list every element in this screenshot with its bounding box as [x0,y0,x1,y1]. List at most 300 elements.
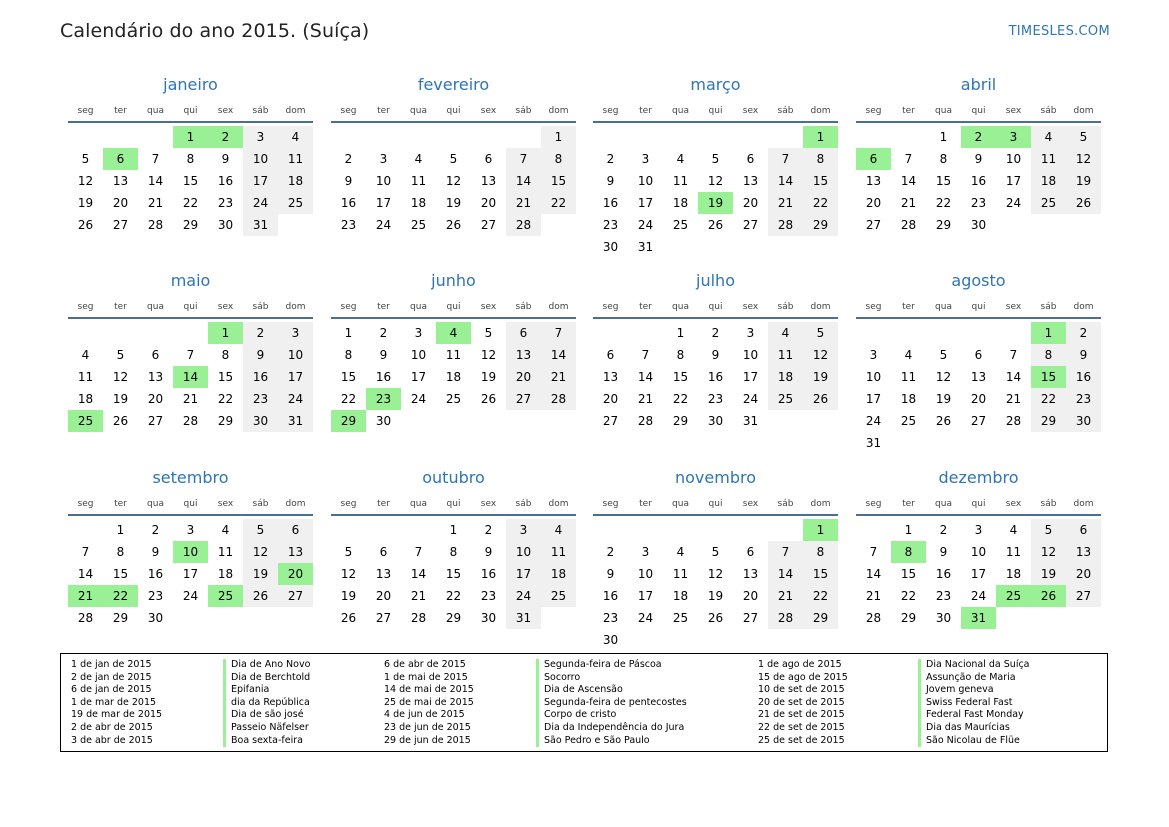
month-abril [856,75,1101,255]
day-cell: 20 [375,589,392,603]
day-cell: 22 [541,192,576,214]
weekday-header: qua [935,302,952,312]
day-cell: 18 [278,170,313,192]
weekday-header: seg [77,302,94,312]
month-fevereiro [331,75,576,255]
weekday-header: qui [971,499,986,509]
day-cell: 11 [672,567,689,581]
day-cell: 10 [506,541,541,563]
day-cell: 3 [379,152,388,166]
day-cell: 22 [340,392,357,406]
day-cell: 19 [243,563,278,585]
day-cell: 4 [676,545,685,559]
day-cell: 28 [865,611,882,625]
day-cell: 12 [1031,541,1066,563]
holiday-day-cell: 20 [278,563,313,585]
holiday-day-cell: 4 [436,322,471,344]
day-cell: 28 [182,414,199,428]
weekday-header: dom [548,302,569,312]
day-cell: 4 [1009,523,1018,537]
legend-date: 19 de mar de 2015 [71,709,163,721]
day-cell: 12 [707,567,724,581]
day-cell: 16 [375,370,392,384]
month-outubro [331,468,576,648]
day-cell: 3 [869,348,878,362]
day-cell: 5 [1031,519,1066,541]
day-cell: 22 [672,392,689,406]
day-cell: 3 [641,152,650,166]
day-cell: 20 [865,196,882,210]
day-cell: 28 [900,218,917,232]
day-cell: 26 [707,218,724,232]
day-cell: 2 [1066,322,1101,344]
day-cell: 29 [182,218,199,232]
day-cell: 25 [410,218,427,232]
day-cell: 1 [116,523,125,537]
weekday-header: sex [217,106,234,116]
day-cell: 14 [768,170,803,192]
weekday-header: sex [742,302,759,312]
weekday-header: qua [147,499,164,509]
day-cell: 30 [480,611,497,625]
day-cell: 10 [243,148,278,170]
month-agosto [856,271,1101,451]
month-name: fevereiro [417,75,490,94]
day-cell: 8 [939,152,948,166]
legend-holiday-name: Dia das Maurícias [926,721,1010,733]
day-cell: 26 [480,392,497,406]
day-cell: 7 [414,545,423,559]
day-cell: 13 [742,174,759,188]
page-title: Calendário do ano 2015. (Suíça) [60,20,370,42]
weekday-header: qui [971,302,986,312]
day-cell: 14 [768,563,803,585]
legend-date: 1 de mar de 2015 [71,696,157,708]
legend-holiday-name: Corpo de cristo [544,709,617,721]
legend-dates-column [758,659,928,747]
day-cell: 25 [900,414,917,428]
weekday-header: qui [183,302,198,312]
holiday-day-cell: 1 [173,126,208,148]
day-cell: 21 [410,589,427,603]
day-cell: 16 [243,366,278,388]
day-cell: 27 [147,414,164,428]
day-cell: 10 [1005,152,1022,166]
weekday-header: qui [708,302,723,312]
header-divider [856,317,1101,319]
day-cell: 24 [1005,196,1022,210]
day-cell: 22 [445,589,462,603]
weekday-header: dom [1073,302,1094,312]
day-cell: 9 [606,174,615,188]
legend-color-bar [223,659,226,747]
weekday-header: qui [446,499,461,509]
day-cell: 18 [672,589,689,603]
weekday-header: ter [902,499,915,509]
day-cell: 26 [77,218,94,232]
day-cell: 20 [742,589,759,603]
day-cell: 9 [151,545,160,559]
day-cell: 3 [506,519,541,541]
day-cell: 6 [379,545,388,559]
day-cell: 26 [243,585,278,607]
day-cell: 23 [1066,388,1101,410]
holiday-day-cell: 23 [366,388,401,410]
day-cell: 22 [803,192,838,214]
weekday-header: qua [410,499,427,509]
day-cell: 21 [768,585,803,607]
legend-date: 21 de set de 2015 [758,709,845,721]
weekday-header: sáb [515,499,532,509]
day-cell: 2 [243,322,278,344]
weekday-header: seg [340,499,357,509]
weekday-header: qua [672,499,689,509]
day-cell: 5 [81,152,90,166]
weekday-header: qua [935,499,952,509]
day-cell: 12 [803,344,838,366]
brand-link[interactable]: TIMESLES.COM [1008,24,1110,39]
day-cell: 31 [637,240,654,254]
month-junho [331,271,576,451]
day-cell: 24 [970,589,987,603]
day-cell: 12 [1066,148,1101,170]
day-cell: 14 [900,174,917,188]
holiday-day-cell: 3 [996,126,1031,148]
day-cell: 29 [445,611,462,625]
day-cell: 11 [278,148,313,170]
day-cell: 3 [641,545,650,559]
day-cell: 17 [637,589,654,603]
weekday-header: sex [742,499,759,509]
day-cell: 1 [344,326,353,340]
day-cell: 27 [970,414,987,428]
day-cell: 21 [147,196,164,210]
day-cell: 20 [602,392,619,406]
legend-date: 2 de jan de 2015 [71,671,152,683]
day-cell: 28 [1005,414,1022,428]
day-cell: 21 [900,196,917,210]
day-cell: 5 [344,545,353,559]
day-cell: 20 [970,392,987,406]
weekday-header: ter [639,302,652,312]
day-cell: 25 [278,192,313,214]
day-cell: 26 [445,218,462,232]
day-cell: 29 [217,414,234,428]
weekday-header: ter [639,499,652,509]
day-cell: 26 [112,414,129,428]
weekday-header: sex [480,302,497,312]
day-cell: 4 [904,348,913,362]
day-cell: 17 [865,392,882,406]
day-cell: 17 [375,196,392,210]
day-cell: 13 [147,370,164,384]
day-cell: 6 [151,348,160,362]
day-cell: 5 [711,152,720,166]
holiday-day-cell: 6 [856,148,891,170]
day-cell: 29 [1031,410,1066,432]
legend-holiday-name: Dia de Ano Novo [231,659,311,670]
day-cell: 18 [77,392,94,406]
day-cell: 24 [278,388,313,410]
day-cell: 5 [243,519,278,541]
legend-holiday-name: São Nicolau de Flüe [926,734,1020,746]
day-cell: 15 [900,567,917,581]
legend-holiday-name: Passeio Näfelser [231,721,309,733]
day-cell: 6 [746,545,755,559]
day-cell: 7 [768,541,803,563]
day-cell: 13 [865,174,882,188]
day-cell: 31 [865,436,882,450]
day-cell: 6 [1066,519,1101,541]
day-cell: 2 [151,523,160,537]
day-cell: 19 [935,392,952,406]
legend-holiday-name: Dia da Independência do Jura [544,721,685,733]
day-cell: 23 [970,196,987,210]
day-cell: 19 [445,196,462,210]
month-name: outubro [422,468,485,487]
day-cell: 28 [506,214,541,236]
day-cell: 15 [217,370,234,384]
day-cell: 13 [1066,541,1101,563]
weekday-header: dom [810,302,831,312]
day-cell: 14 [506,170,541,192]
day-cell: 3 [746,326,755,340]
day-cell: 28 [768,607,803,629]
legend-color-bar [918,659,921,747]
day-cell: 29 [935,218,952,232]
day-cell: 9 [974,152,983,166]
holiday-day-cell: 6 [103,148,138,170]
weekday-header: dom [1073,106,1094,116]
legend-names-column [544,659,714,747]
day-cell: 15 [935,174,952,188]
day-cell: 6 [974,348,983,362]
day-cell: 23 [340,218,357,232]
weekday-header: ter [114,106,127,116]
weekday-header: seg [602,302,619,312]
day-cell: 28 [147,218,164,232]
day-cell: 18 [1031,170,1066,192]
day-cell: 20 [1066,563,1101,585]
day-cell: 9 [939,545,948,559]
day-cell: 8 [186,152,195,166]
day-cell: 9 [221,152,230,166]
day-cell: 3 [186,523,195,537]
day-cell: 8 [803,541,838,563]
day-cell: 10 [637,174,654,188]
day-cell: 18 [445,370,462,384]
day-cell: 16 [970,174,987,188]
holiday-day-cell: 25 [996,585,1031,607]
legend-holiday-name: Dia de Ascensão [544,684,623,696]
day-cell: 5 [116,348,125,362]
weekday-header: seg [602,106,619,116]
day-cell: 8 [116,545,125,559]
day-cell: 11 [1005,545,1022,559]
weekday-header: ter [902,302,915,312]
weekday-header: qui [708,106,723,116]
day-cell: 7 [904,152,913,166]
weekday-header: sáb [515,302,532,312]
day-cell: 1 [676,326,685,340]
day-cell: 8 [1031,344,1066,366]
day-cell: 10 [742,348,759,362]
day-cell: 24 [506,585,541,607]
day-cell: 1 [904,523,913,537]
holiday-day-cell: 15 [1031,366,1066,388]
day-cell: 21 [541,366,576,388]
legend-date: 20 de set de 2015 [758,696,845,708]
day-cell: 5 [711,545,720,559]
day-cell: 19 [112,392,129,406]
day-cell: 24 [637,218,654,232]
legend-holiday-name: Jovem geneva [926,684,994,696]
day-cell: 15 [445,567,462,581]
weekday-header: dom [1073,499,1094,509]
day-cell: 24 [243,192,278,214]
month-name: março [690,75,741,94]
month-setembro [68,468,313,648]
weekday-header: seg [77,106,94,116]
day-cell: 18 [410,196,427,210]
day-cell: 26 [803,388,838,410]
day-cell: 30 [147,611,164,625]
weekday-header: dom [285,302,306,312]
day-cell: 13 [970,370,987,384]
day-cell: 31 [243,214,278,236]
day-cell: 27 [602,414,619,428]
day-cell: 27 [506,388,541,410]
day-cell: 28 [541,388,576,410]
day-cell: 30 [243,410,278,432]
weekday-header: sex [217,302,234,312]
day-cell: 3 [414,326,423,340]
day-cell: 6 [484,152,493,166]
day-cell: 7 [869,545,878,559]
weekday-header: sex [217,499,234,509]
day-cell: 4 [81,348,90,362]
day-cell: 30 [970,218,987,232]
day-cell: 22 [217,392,234,406]
day-cell: 10 [970,545,987,559]
weekday-header: seg [77,499,94,509]
legend-holiday-name: Dia Nacional da Suíça [926,659,1030,670]
day-cell: 7 [641,348,650,362]
day-cell: 25 [1031,192,1066,214]
day-cell: 9 [484,545,493,559]
legend-holiday-name: Socorro [544,671,581,683]
weekday-header: dom [285,106,306,116]
day-cell: 22 [935,196,952,210]
holiday-day-cell: 19 [698,192,733,214]
day-cell: 28 [77,611,94,625]
holiday-day-cell: 31 [961,607,996,629]
day-cell: 22 [900,589,917,603]
day-cell: 30 [602,240,619,254]
day-cell: 10 [278,344,313,366]
day-cell: 24 [637,611,654,625]
day-cell: 4 [676,152,685,166]
day-cell: 2 [711,326,720,340]
day-cell: 24 [742,392,759,406]
day-cell: 25 [672,218,689,232]
day-cell: 12 [77,174,94,188]
legend-holiday-name: Dia de são josé [231,709,304,721]
day-cell: 17 [637,196,654,210]
holiday-day-cell: 1 [208,322,243,344]
day-cell: 14 [147,174,164,188]
month-janeiro [68,75,313,255]
legend-names-column [926,659,1096,747]
day-cell: 28 [410,611,427,625]
day-cell: 15 [672,370,689,384]
day-cell: 5 [803,322,838,344]
weekday-header: ter [114,302,127,312]
weekday-header: dom [548,106,569,116]
day-cell: 19 [77,196,94,210]
day-cell: 19 [340,589,357,603]
day-cell: 7 [81,545,90,559]
month-name: janeiro [163,75,218,94]
legend-date: 3 de abr de 2015 [71,734,153,746]
legend-date: 1 de ago de 2015 [758,659,842,670]
weekday-header: sex [1005,106,1022,116]
header-divider [331,317,576,319]
header-divider [331,121,576,123]
month-novembro [593,468,838,648]
day-cell: 2 [379,326,388,340]
day-cell: 4 [541,519,576,541]
weekday-header: ter [639,106,652,116]
day-cell: 10 [375,174,392,188]
weekday-header: sex [480,106,497,116]
day-cell: 17 [278,366,313,388]
day-cell: 7 [186,348,195,362]
day-cell: 12 [480,348,497,362]
day-cell: 23 [217,196,234,210]
header-divider [68,121,313,123]
day-cell: 25 [672,611,689,625]
day-cell: 8 [803,148,838,170]
weekday-header: seg [340,302,357,312]
day-cell: 30 [707,414,724,428]
holiday-day-cell: 8 [891,541,926,563]
day-cell: 2 [939,523,948,537]
weekday-header: qui [446,302,461,312]
day-cell: 27 [865,218,882,232]
weekday-header: ter [902,106,915,116]
day-cell: 20 [480,196,497,210]
day-cell: 20 [506,366,541,388]
weekday-header: qua [672,106,689,116]
day-cell: 13 [742,567,759,581]
day-cell: 5 [939,348,948,362]
weekday-header: qua [935,106,952,116]
month-name: agosto [951,271,1006,290]
day-cell: 11 [410,174,427,188]
day-cell: 13 [278,541,313,563]
header-divider [593,514,838,516]
day-cell: 3 [278,322,313,344]
day-cell: 8 [541,148,576,170]
day-cell: 7 [506,148,541,170]
day-cell: 9 [1066,344,1101,366]
header-divider [68,317,313,319]
day-cell: 20 [147,392,164,406]
day-cell: 27 [278,585,313,607]
header-divider [331,514,576,516]
day-cell: 15 [541,170,576,192]
